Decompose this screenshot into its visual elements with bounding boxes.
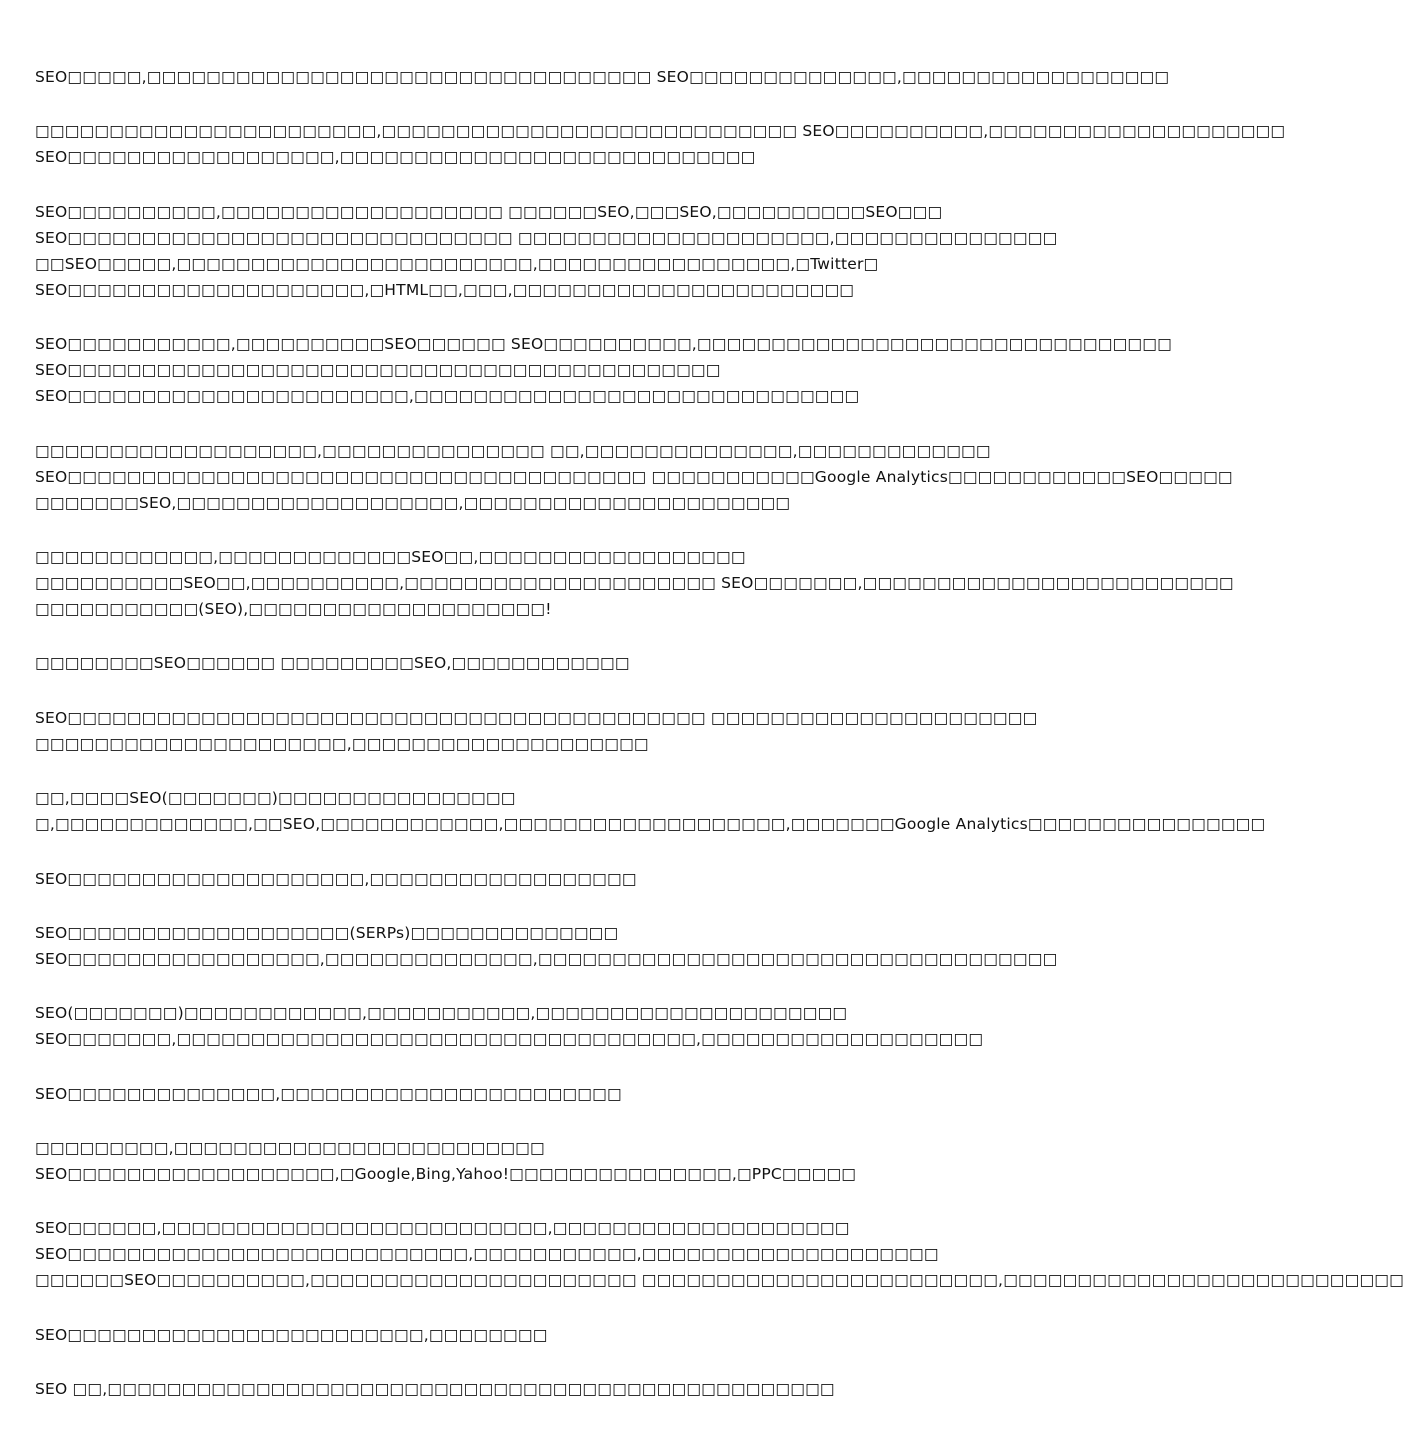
paragraph [35,1135,995,1187]
text-line: SEO□□□□□□□□□□□,□□□□□□□□□□SEO□□□□□□ SEO□□□□□□□□□□,□□□□□□□□□□□□□□□□□□□□□□□□□□□□□□□□ [35,335,1172,354]
text-line: □□□□□□□□□□□□□□□□□□□□□□□,□□□□□□□□□□□□□□□□□□□□□□□□□□□□ SEO□□□□□□□□□□,□□□□□□□□□□□□□□□□□□□□ [35,122,1286,141]
text-line: □□□□□□□□□,□□□□□□□□□□□□□□□□□□□□□□□□□ [35,1139,545,1158]
text-line: SEO□□□□□□□□□□□□□□□□□□□□□□□□□□□□□□ □□□□□□□□□□□□□□□□□□□□□,□□□□□□□□□□□□□□□ [35,228,1058,247]
document-body [35,64,1404,1431]
text-line: SEO□□□□□□□□□□□□□□□□□□□□□□□,□□□□□□□□□□□□□□□□□□□□□□□□□□□□□□ [35,387,860,406]
paragraph [35,438,1233,516]
text-line: SEO□□□□□□□□□□□□□□□□□□□□□□□□□□□,□□□□□□□□□□□,□□□□□□□□□□□□□□□□□□□□ [35,1245,939,1264]
text-line: SEO□□□□□□□□□□□□□□□□□□□□,□□□□□□□□□□□□□□□□□□ [35,869,637,888]
text-line: □□□□□□□□□□□□□□□□□□□,□□□□□□□□□□□□□□□ □□,□□□□□□□□□□□□□□,□□□□□□□□□□□□□ [35,441,991,460]
text-line: □,□□□□□□□□□□□□□,□□SEO,□□□□□□□□□□□□,□□□□□□□□□□□□□□□□□□□,□□□□□□□Google Analytics□□□□□□□□□□□□□□□□ [35,815,1266,834]
text-line: SEO□□□□□□□□□□□□□□□□□□□□□□□□,□□□□□□□□ [35,1325,548,1344]
paragraph [35,650,995,676]
paragraph [35,1376,995,1402]
paragraph [35,64,1170,90]
text-line: SEO□□□□□□□□□□□□□□□□□□□(SERPs)□□□□□□□□□□□□□□ [35,923,619,942]
text-line: □□□□□□□□□□□□□□□□□□□□□,□□□□□□□□□□□□□□□□□□□□ [35,734,649,753]
text-line: SEO(□□□□□□□)□□□□□□□□□□□□,□□□□□□□□□□□,□□□□□□□□□□□□□□□□□□□□□ [35,1004,848,1023]
text-line: □□□□□□SEO□□□□□□□□□□,□□□□□□□□□□□□□□□□□□□□□□ □□□□□□□□□□□□□□□□□□□□□□□□,□□□□□□□□□□□□□□□□□□□□□□□□□□□ [35,1271,1404,1290]
paragraph [35,1081,995,1107]
paragraph [35,1215,1404,1293]
text-line: □□,□□□□SEO(□□□□□□□)□□□□□□□□□□□□□□□□ [35,789,516,808]
paragraph [35,118,1286,170]
text-line: □□□□□□□□SEO□□□□□□ □□□□□□□□□SEO,□□□□□□□□□□□□ [35,654,630,673]
text-line: SEO□□□□□□□□□□□□□□□□□□□□□□□□□□□□□□□□□□□□□□□ □□□□□□□□□□□Google Analytics□□□□□□□□□□□□SEO□□□□□ [35,467,1233,486]
text-line: □□□□□□□□□□□(SEO),□□□□□□□□□□□□□□□□□□□□! [35,599,552,618]
text-line: SEO□□□□□□□□□□□□□□□□□□□□,□HTML□□,□□□,□□□□□□□□□□□□□□□□□□□□□□□ [35,280,855,299]
paragraph [35,544,1234,622]
paragraph [35,199,1058,303]
paragraph [35,1322,995,1348]
text-line: □□SEO□□□□□,□□□□□□□□□□□□□□□□□□□□□□□□,□□□□□□□□□□□□□□□□□,□Twitter□ [35,254,879,273]
text-line: SEO□□□□□□□□□□□□□□□□□,□□□□□□□□□□□□□□,□□□□□□□□□□□□□□□□□□□□□□□□□□□□□□□□□□□ [35,949,1058,968]
text-line: □□□□□□□SEO,□□□□□□□□□□□□□□□□□□□,□□□□□□□□□□□□□□□□□□□□□□ [35,493,791,512]
text-line: SEO□□□□□□□□□□□□□□□□□□□□□□□□□□□□□□□□□□□□□□□□□□□□ [35,361,721,380]
paragraph [35,920,1058,972]
text-line: SEO □□,□□□□□□□□□□□□□□□□□□□□□□□□□□□□□□□□□□□□□□□□□□□□□□□□□ [35,1380,835,1399]
text-line: SEO□□□□□□□□□□,□□□□□□□□□□□□□□□□□□□ □□□□□□SEO,□□□SEO,□□□□□□□□□□SEO□□□ [35,202,943,221]
text-line: SEO□□□□□□□□□□□□□□□□□□,□□□□□□□□□□□□□□□□□□□□□□□□□□□□ [35,148,756,167]
text-line: □□□□□□□□□□SEO□□,□□□□□□□□□□,□□□□□□□□□□□□□□□□□□□□□ SEO□□□□□□□,□□□□□□□□□□□□□□□□□□□□□□□□□ [35,573,1234,592]
text-line: SEO□□□□□□□□□□□□□□□□□□□□□□□□□□□□□□□□□□□□□□□□□□□ □□□□□□□□□□□□□□□□□□□□□□ [35,708,1038,727]
text-line: SEO□□□□□,□□□□□□□□□□□□□□□□□□□□□□□□□□□□□□□□□□ SEO□□□□□□□□□□□□□□,□□□□□□□□□□□□□□□□□□ [35,68,1170,86]
paragraph [35,331,1172,409]
paragraph [35,1000,995,1052]
paragraph [35,705,1038,757]
text-line: SEO□□□□□□,□□□□□□□□□□□□□□□□□□□□□□□□□□,□□□□□□□□□□□□□□□□□□□□ [35,1219,850,1238]
text-line: SEO□□□□□□□□□□□□□□□□□□,□Google,Bing,Yahoo!□□□□□□□□□□□□□□□,□PPC□□□□□ [35,1165,857,1184]
text-line: □□□□□□□□□□□□,□□□□□□□□□□□□□SEO□□,□□□□□□□□□□□□□□□□□□ [35,547,746,566]
paragraph [35,785,1266,837]
text-line: SEO□□□□□□□,□□□□□□□□□□□□□□□□□□□□□□□□□□□□□□□□□□□,□□□□□□□□□□□□□□□□□□□ [35,1030,984,1049]
text-line: SEO□□□□□□□□□□□□□□,□□□□□□□□□□□□□□□□□□□□□□□ [35,1084,622,1103]
paragraph [35,866,995,892]
